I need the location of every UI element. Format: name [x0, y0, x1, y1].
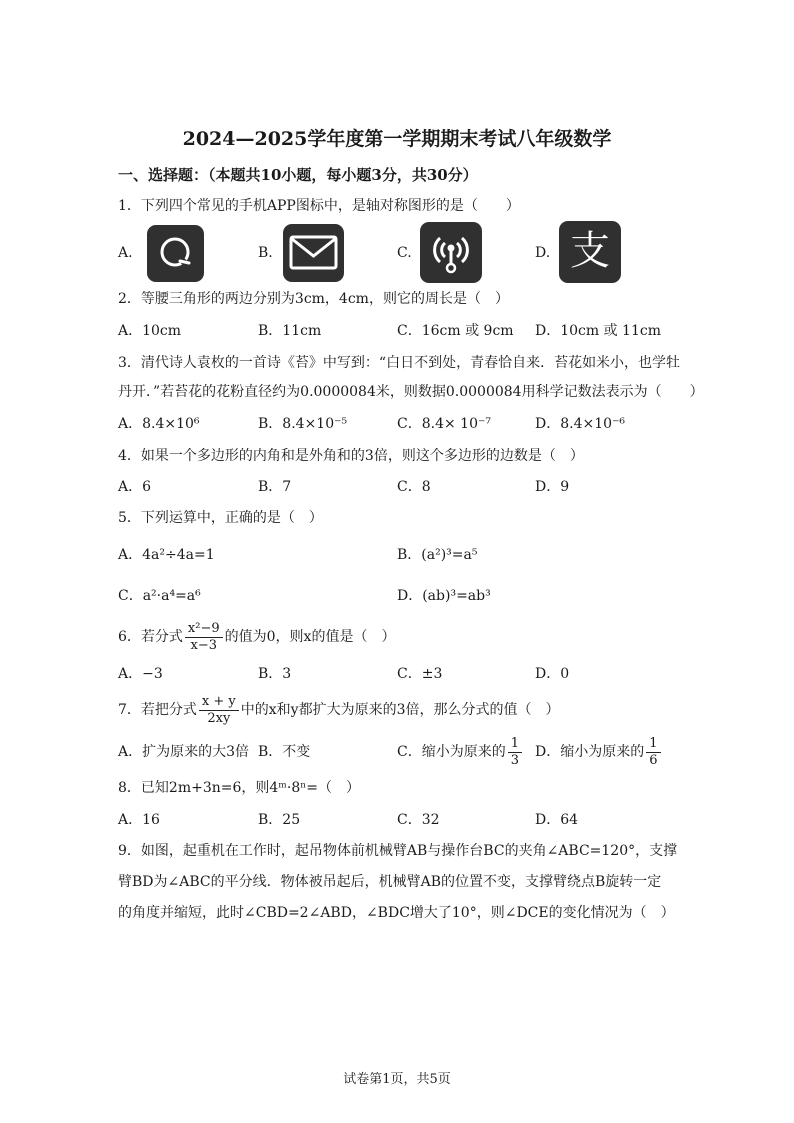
q6-suffix: 的值为0，则x的值是（ ）	[224, 629, 396, 645]
q1-option-a-label: A.	[118, 245, 133, 261]
q7-option-d-den: 6	[649, 752, 658, 768]
q8-option-d: D．64	[535, 812, 579, 828]
q7-option-c-text: C．缩小为原来的	[397, 744, 506, 760]
q2-option-b: B．11cm	[258, 323, 322, 339]
question-9-line3: 的角度并缩短，此时∠CBD=2∠ABD，∠BDC增大了10°，则∠DCE的变化情况为（ ）	[118, 905, 675, 921]
question-3-line2: 丹开．”若苔花的花粉直径约为0.0000084米，则数据0.0000084用科学记数法表示为（ ）	[118, 384, 704, 400]
q6-fraction	[185, 621, 223, 654]
q7-suffix: 中的x和y都扩大为原来的3倍，那么分式的值（ ）	[240, 702, 560, 718]
q7-option-b: B．不变	[258, 744, 311, 760]
q7-numerator: x + y	[199, 694, 239, 711]
q7-prefix: 7．若把分式	[118, 702, 197, 718]
mail-envelope-icon	[283, 224, 344, 282]
page-title: 2024—2025学年度第一学期期末考试八年级数学	[182, 128, 612, 150]
q1-option-b-label: B.	[258, 245, 273, 261]
q3-option-c: C．8.4× 10⁻⁷	[397, 416, 491, 432]
q7-denominator: 2xy	[207, 710, 231, 726]
q6-option-c: C．±3	[397, 666, 443, 682]
q4-option-d: D．9	[535, 479, 570, 495]
question-9-line1: 9．如图，起重机在工作时，起吊物体前机械臂AB与操作台BC的夹角∠ABC=120°，支撑	[118, 843, 678, 859]
q7-fraction	[199, 694, 239, 727]
q7-option-d-num: 1	[646, 736, 660, 753]
question-7-stem	[118, 693, 559, 727]
q2-option-a: A．10cm	[118, 323, 182, 339]
q5-option-c: C．a²·a⁴=a⁶	[118, 588, 201, 604]
question-4-stem: 4．如果一个多边形的内角和是外角和的3倍，则这个多边形的边数是（ ）	[118, 448, 584, 464]
q7-option-d-text: D．缩小为原来的	[535, 744, 645, 760]
q4-option-c: C．8	[397, 479, 431, 495]
q4-option-a: A．6	[118, 479, 152, 495]
question-1-stem: 1．下列四个常见的手机APP图标中，是轴对称图形的是（ ）	[118, 198, 520, 214]
page-footer: 试卷第1页，共5页	[343, 1072, 451, 1087]
q7-option-c-den: 3	[510, 752, 519, 768]
q6-option-b: B．3	[258, 666, 292, 682]
question-5-stem: 5．下列运算中，正确的是（ ）	[118, 510, 323, 526]
q1-option-c-label: C.	[397, 245, 412, 261]
question-3-line1: 3．清代诗人袁枚的一首诗《苔》中写到：“白日不到处，青春恰自来．苔花如米小，也学牡	[118, 355, 681, 371]
question-6-stem	[118, 620, 395, 654]
search-q-icon	[147, 225, 204, 282]
q7-option-c-fraction	[508, 736, 522, 769]
q7-option-c-num: 1	[508, 736, 522, 753]
question-9-line2: 臂BD为∠ABC的平分线．物体被吊起后，机械臂AB的位置不变，支撑臂绕点B旋转一定	[118, 874, 662, 890]
alipay-glyph: 支	[570, 228, 610, 274]
q3-option-d: D．8.4×10⁻⁶	[535, 416, 626, 432]
q8-option-b: B．25	[258, 812, 301, 828]
q8-option-c: C．32	[397, 812, 440, 828]
q7-option-a: A．扩为原来的大3倍	[118, 744, 250, 760]
q1-option-d-label: D.	[535, 245, 551, 261]
q3-option-a: A．8.4×10⁶	[118, 416, 200, 432]
q6-denominator: x−3	[190, 637, 218, 653]
q3-option-b: B．8.4×10⁻⁵	[258, 416, 348, 432]
section-heading: 一、选择题：（本题共10小题，每小题3分，共30分）	[118, 166, 478, 184]
q2-option-c: C．16cm 或 9cm	[397, 323, 514, 339]
q8-option-a: A．16	[118, 812, 160, 828]
q6-prefix: 6．若分式	[118, 629, 183, 645]
q5-option-b: B．(a²)³=a⁵	[397, 547, 478, 563]
wifi-key-icon	[420, 222, 482, 283]
q2-option-d: D．10cm 或 11cm	[535, 323, 661, 339]
q6-option-d: D．0	[535, 666, 570, 682]
q5-option-d: D．(ab)³=ab³	[397, 588, 491, 604]
q4-option-b: B．7	[258, 479, 292, 495]
question-2-stem: 2．等腰三角形的两边分别为3cm，4cm，则它的周长是（ ）	[118, 291, 509, 307]
alipay-icon	[559, 221, 621, 283]
q7-option-d	[535, 735, 663, 769]
q6-numerator: x²−9	[185, 621, 223, 638]
q6-option-a: A．−3	[118, 666, 163, 682]
q5-option-a: A．4a²÷4a=1	[118, 547, 215, 563]
q7-option-d-fraction	[646, 736, 660, 769]
q7-option-c	[397, 735, 524, 769]
question-8-stem: 8．已知2m+3n=6，则4ᵐ·8ⁿ=（ ）	[118, 780, 361, 796]
